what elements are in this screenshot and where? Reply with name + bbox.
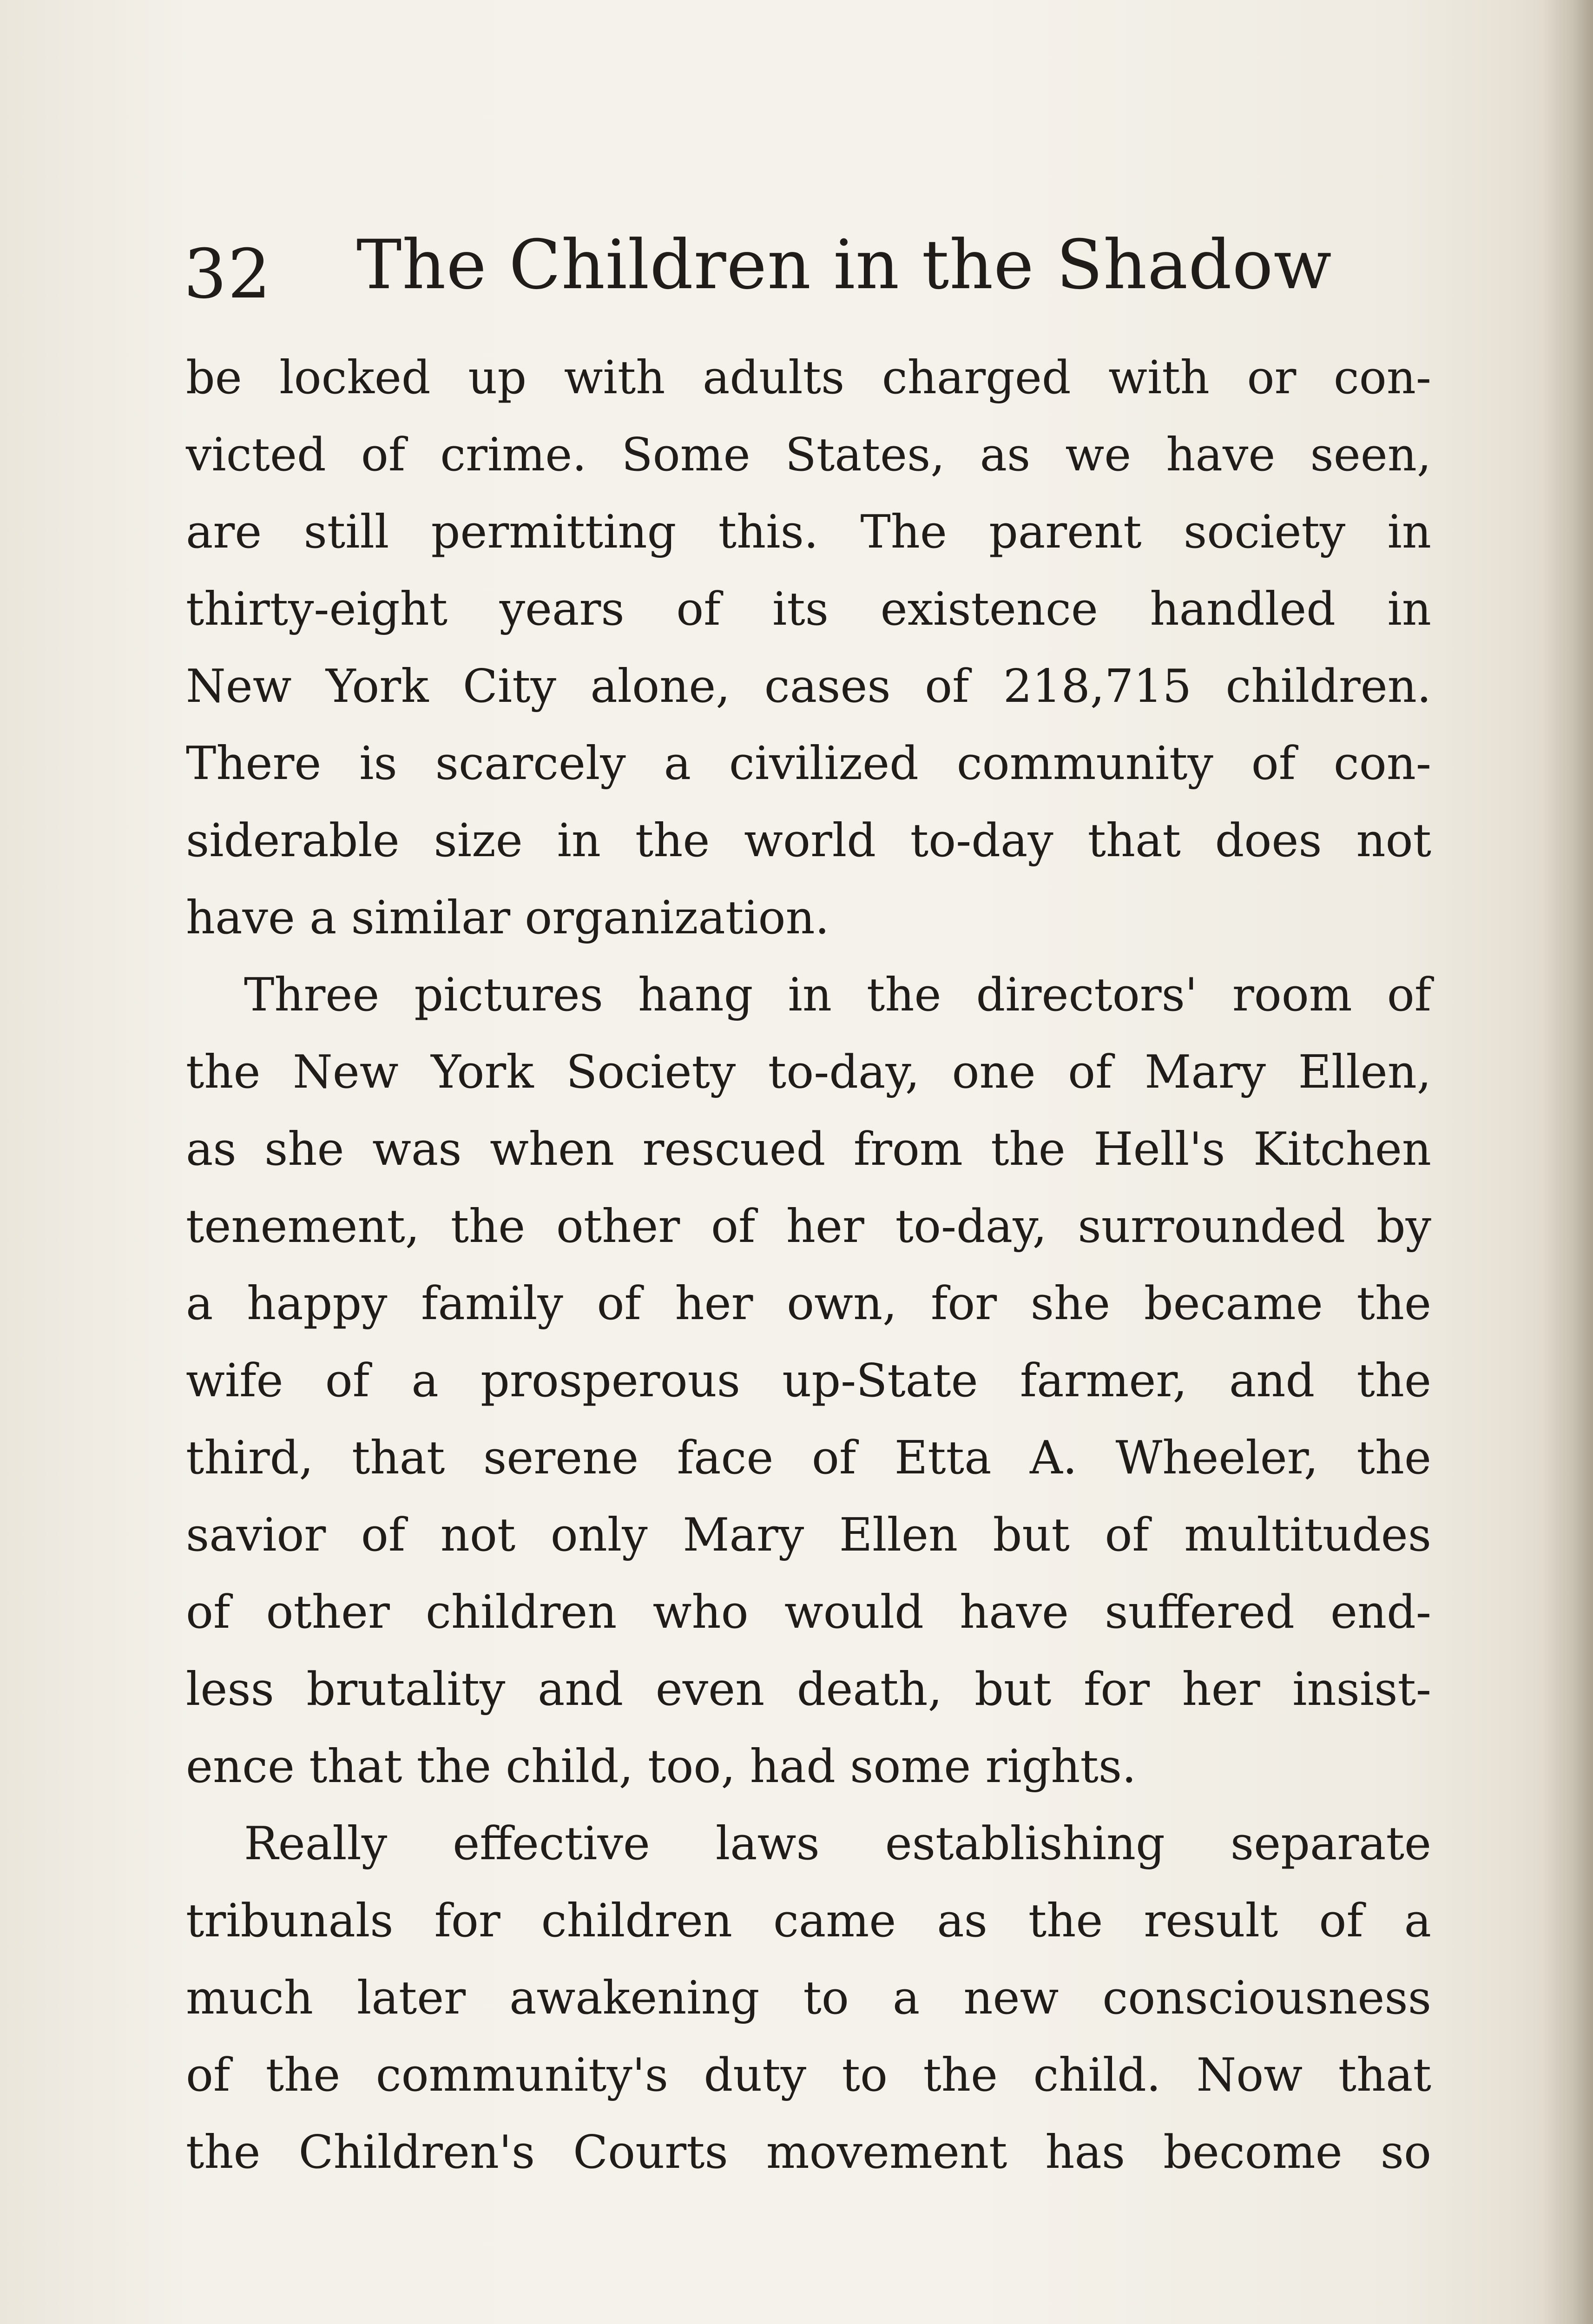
text-line: tenement, the other of her to-day, surrounded by (186, 1200, 1431, 1253)
text-line: wife of a prosperous up-State farmer, and the (186, 1354, 1431, 1407)
page-number: 32 (184, 235, 272, 314)
text-line: the Children's Courts movement has become so (186, 2126, 1431, 2179)
text-line: third, that serene face of Etta A. Wheeler, the (186, 1432, 1431, 1485)
text-line: ence that the child, too, had some rights. (186, 1740, 1137, 1793)
body-text (186, 339, 1431, 2191)
text-line: There is scarcely a civilized community of con- (186, 737, 1431, 790)
text-line: siderable size in the world to-day that does not (186, 814, 1431, 867)
text-line: of other children who would have suffered end- (186, 1586, 1431, 1639)
text-line: much later awakening to a new consciousness (186, 1972, 1431, 2025)
text-line: Three pictures hang in the directors' room of (244, 969, 1431, 1022)
text-line: are still permitting this. The parent society in (186, 506, 1431, 559)
text-line: tribunals for children came as the result of a (186, 1895, 1431, 1948)
text-line: the New York Society to-day, one of Mary Ellen, (186, 1046, 1431, 1099)
text-line: as she was when rescued from the Hell's Kitchen (186, 1123, 1431, 1176)
text-line: victed of crime. Some States, as we have seen, (186, 429, 1431, 482)
text-line: have a similar organization. (186, 891, 829, 944)
running-title: The Children in the Shadow (356, 225, 1332, 304)
text-line: thirty-eight years of its existence handled in (186, 583, 1431, 636)
text-line: New York City alone, cases of 218,715 children. (186, 660, 1431, 713)
text-line: savior of not only Mary Ellen but of multitudes (186, 1509, 1431, 1562)
text-line: be locked up with adults charged with or con- (186, 351, 1431, 404)
page-edge-shadow (1542, 0, 1593, 2324)
text-line: Really effective laws establishing separate (244, 1817, 1431, 1870)
text-line: less brutality and even death, but for her insist- (186, 1663, 1431, 1716)
page-header (184, 225, 1452, 321)
text-line: a happy family of her own, for she became the (186, 1277, 1431, 1330)
text-line: of the community's duty to the child. Now that (186, 2049, 1431, 2102)
